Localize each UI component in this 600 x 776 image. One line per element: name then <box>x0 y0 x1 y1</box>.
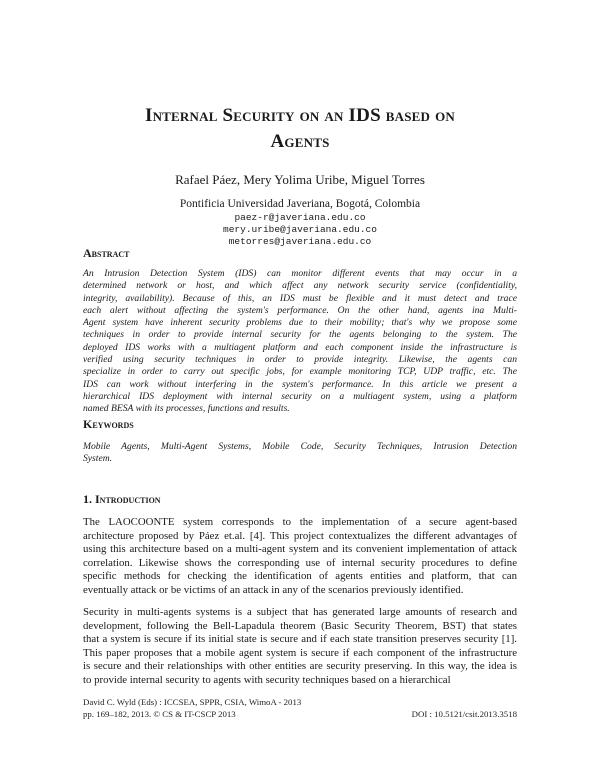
title-line: Internal Security on an IDS based on <box>145 105 455 126</box>
text-line: specific methods for checking the identification of agents entities and platform, that can <box>83 570 517 583</box>
email: mery.uribe@javeriana.edu.co <box>223 224 377 235</box>
section-heading-introduction: 1. Introduction <box>83 492 161 506</box>
paper-title <box>60 103 540 155</box>
text-line: that a system is secure if its initial state is secure and if each state transition preserves security [1]. <box>83 633 517 646</box>
text-line: to provide internal security to agents with security techniques based on a hierarchical <box>83 673 451 686</box>
text-line: techniques in order to provide internal security for the agents belonging to the system. The <box>83 329 517 341</box>
affiliation: Pontificia Universidad Javeriana, Bogotá, Colombia <box>179 198 421 210</box>
text-line: integrity, availability). Because of this, an IDS must be flexible and it must detect and trace <box>83 292 517 304</box>
text-line: System. <box>83 453 113 465</box>
text-line: is secure and their relationships with other entities are security preserving. In this way, the idea is <box>83 660 517 673</box>
text-line: correlation. Likewise shows the corresponding use of internal security procedures to define <box>83 556 517 569</box>
text-line: development, following the Bell-Lapadula theorem (Basic Security Theorem, BST) that states <box>83 619 517 632</box>
footer-doi: DOI : 10.5121/csit.2013.3518 <box>411 709 517 719</box>
text-line: IDS can work without interfering in the system's performance. In this article we present a <box>83 378 517 390</box>
text-line: eventually attack or be victims of an attack in any of the scenarios previously identified. <box>83 583 464 596</box>
text-line: Agent system have inherent security problems due to their mobility; that's why we propose some <box>83 317 517 329</box>
text-line: Security in multi-agents systems is a subject that has generated large amounts of research and <box>83 606 517 618</box>
text-line: deployed IDS works with a multiagent platform and each component inside the infrastructure is <box>83 341 517 353</box>
text-line: An Intrusion Detection System (IDS) can monitor different events that may occur in a <box>83 268 517 279</box>
footer-pages: pp. 169–182, 2013. © CS & IT-CSCP 2013 <box>83 709 236 719</box>
title-line: Agents <box>270 131 330 152</box>
intro-paragraph-2 <box>83 606 517 688</box>
email: paez-r@javeriana.edu.co <box>234 212 366 223</box>
authors: Rafael Páez, Mery Yolima Uribe, Miguel Torres <box>175 172 425 187</box>
text-line: using this architecture based on a multi-agent system and its convenient implementation of attack <box>83 543 517 556</box>
keywords-heading: Keywords <box>83 417 134 431</box>
text-line: hierarchical IDS deployment with internal security on a multiagent system, using a platform <box>83 390 517 402</box>
text-line: The LAOCOONTE system corresponds to the implementation of a secure agent-based <box>83 516 517 528</box>
text-line: This paper proposes that a mobile agent system is secure if each component of the infrastructure <box>83 646 517 659</box>
emails <box>0 212 600 248</box>
abstract-heading: Abstract <box>83 246 130 260</box>
email: metorres@javeriana.edu.co <box>228 236 372 247</box>
page-footer <box>83 696 517 720</box>
text-line: named BESA with its processes, functions and results. <box>83 403 290 415</box>
text-line: architecture proposed by Páez et.al. [4]. This project contextualizes the different advantages of <box>83 529 517 542</box>
intro-paragraph-1 <box>83 516 517 598</box>
text-line: verified using security techniques in order to provide integrity. Likewise, the agents can <box>83 354 517 366</box>
text-line: Mobile Agents, Multi-Agent Systems, Mobile Code, Security Techniques, Intrusion Detection <box>83 441 517 452</box>
text-line: specialize in order to carry out specific jobs, for example monitoring TCP, UDP traffic, etc. The <box>83 366 517 378</box>
keywords-text <box>83 441 517 466</box>
text-line: each alert without affecting the system's performance. On the other hand, agents ina Multi- <box>83 304 517 316</box>
footer-proceedings: David C. Wyld (Eds) : ICCSEA, SPPR, CSIA, WimoA - 2013 <box>83 697 302 707</box>
abstract-text <box>83 268 517 416</box>
text-line: determined network or host, and which affect any network security service (confidentiality, <box>83 280 517 292</box>
